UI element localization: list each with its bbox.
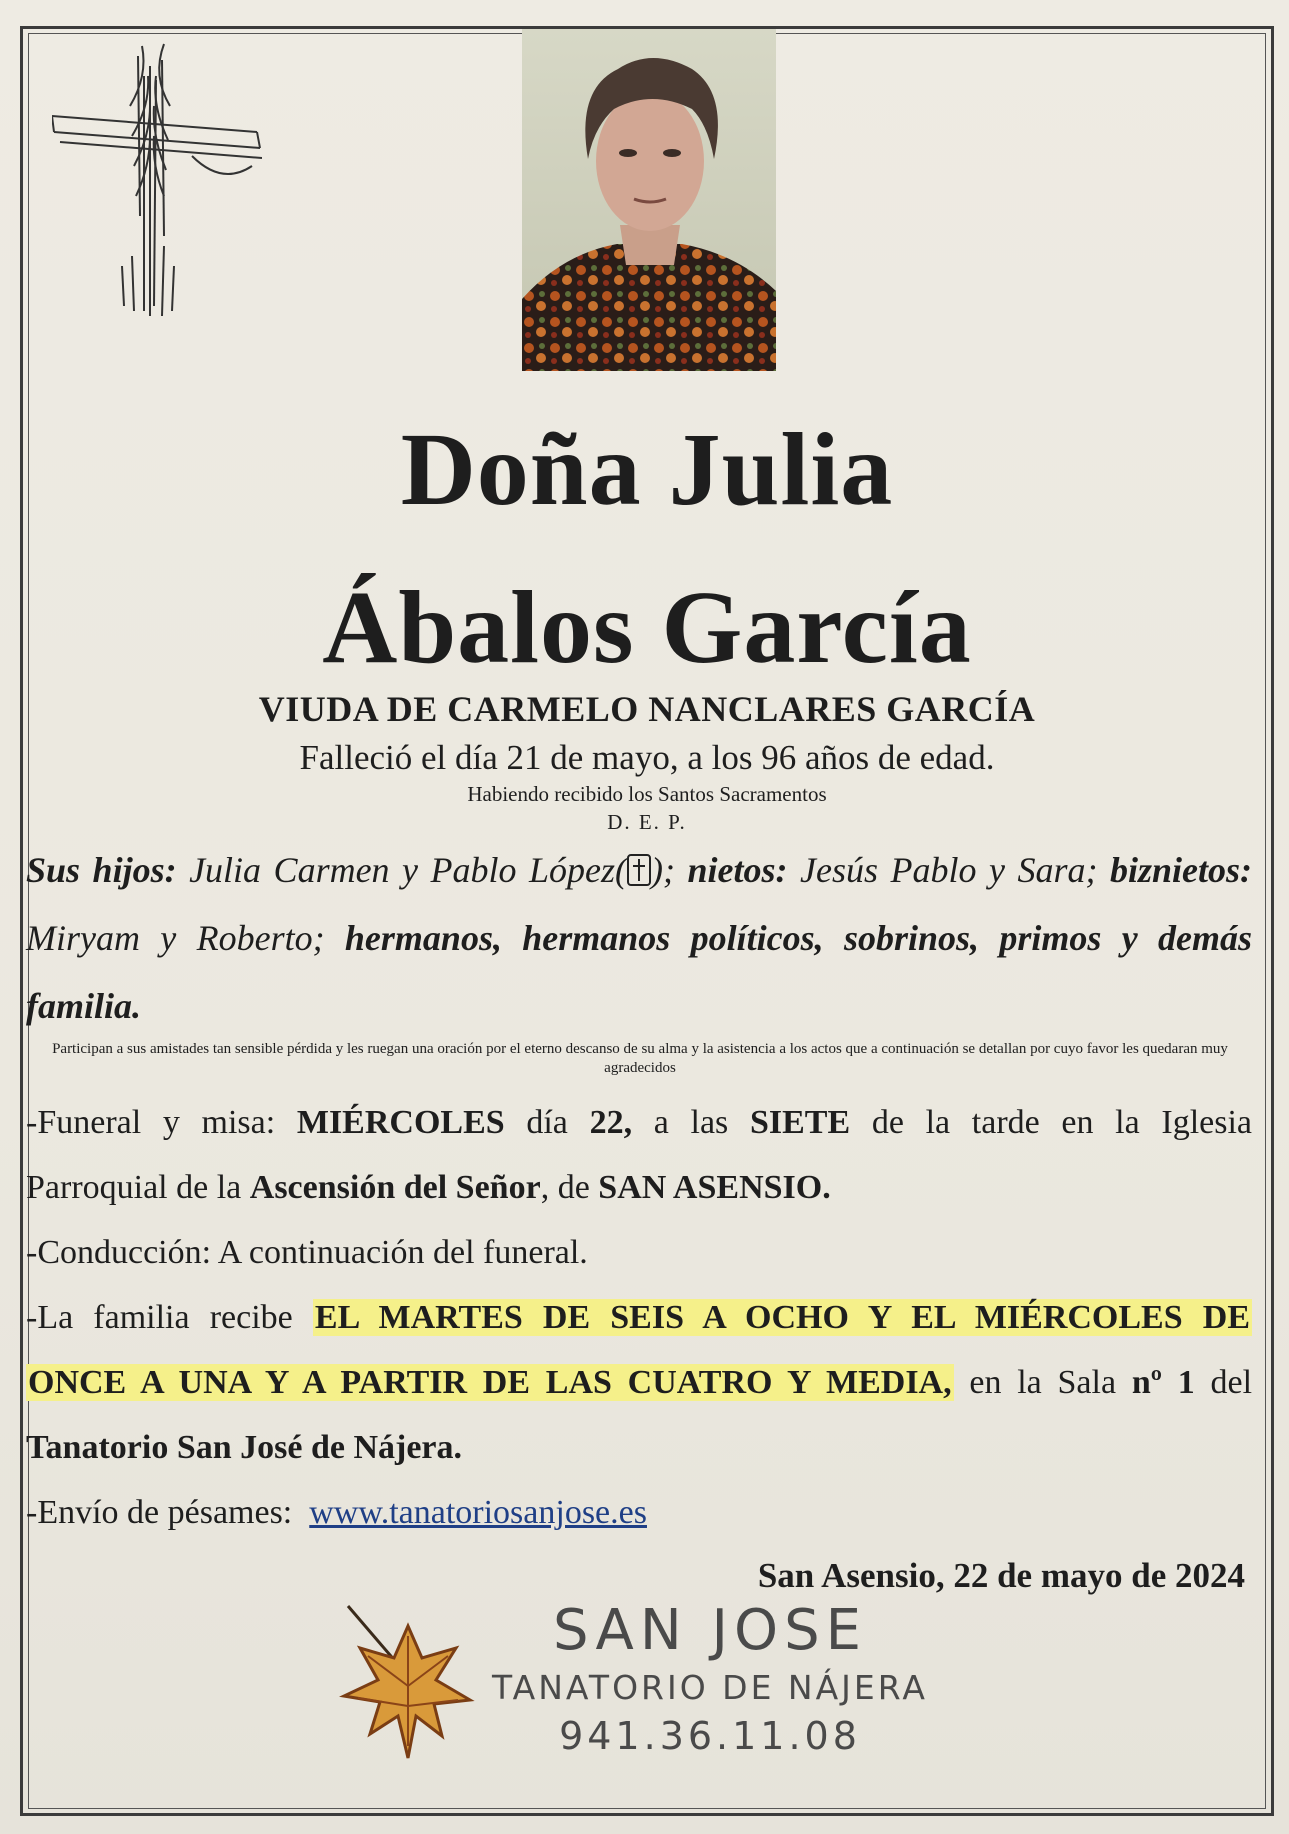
place-date-line: San Asensio, 22 de mayo de 2024	[757, 1556, 1245, 1595]
widow-of-line: VIUDA DE CARMELO NANCLARES GARCÍA	[258, 689, 1036, 729]
sala-text: del	[1210, 1364, 1253, 1401]
hijos-names: Julia Carmen y Pablo López(	[189, 850, 628, 890]
biznietos-names: Miryam y Roberto;	[26, 918, 325, 958]
funeral-text: a las	[653, 1104, 729, 1141]
conduccion-line: -Conducción: A continuación del funeral.	[26, 1234, 588, 1271]
nietos-label: nietos:	[687, 850, 788, 890]
pesames-line	[26, 1480, 1252, 1545]
funeral-text: de la tarde en la Iglesia	[871, 1104, 1253, 1141]
tanatorio-line	[26, 1415, 1252, 1480]
hijos-close: );	[651, 850, 676, 890]
dep-line: D. E. P.	[607, 810, 687, 834]
reception-hours-highlight: EL MARTES DE SEIS A OCHO Y EL MIÉRCOLES DE	[314, 1299, 1251, 1336]
logo-brand: SAN JOSE	[552, 1598, 868, 1663]
maple-leaf-icon	[338, 1596, 478, 1766]
reception-label: -La familia recibe	[26, 1299, 293, 1336]
funeral-day: MIÉRCOLES	[296, 1104, 505, 1141]
tanatorio-name: Tanatorio San José de Nájera.	[26, 1429, 463, 1466]
funeral-time: SIETE	[749, 1104, 851, 1141]
reception-line-1	[26, 1285, 1252, 1350]
sala-text: en la Sala	[969, 1364, 1117, 1401]
cross-with-wheat-icon	[52, 36, 262, 326]
church-label: Parroquial de la	[26, 1169, 242, 1206]
funeral-label: -Funeral y misa:	[26, 1104, 276, 1141]
reception-hours-highlight: ONCE A UNA Y A PARTIR DE LAS CUATRO Y MEDIA,	[28, 1364, 952, 1401]
family-paragraph	[26, 836, 1252, 1040]
funeral-line	[26, 1090, 1252, 1155]
logo-phone: 941.36.11.08	[559, 1714, 861, 1758]
acts-section	[26, 1090, 1252, 1545]
biznietos-label: biznietos:	[1109, 850, 1252, 890]
nietos-names: Jesús Pablo y Sara;	[800, 850, 1098, 890]
town-name: SAN ASENSIO.	[598, 1169, 831, 1206]
portrait-photo	[522, 29, 776, 371]
pesames-link[interactable]: www.tanatoriosanjose.es	[309, 1494, 647, 1531]
sacraments-line: Habiendo recibido los Santos Sacramentos	[467, 782, 827, 806]
church-text: , de	[540, 1169, 590, 1206]
funeral-text: día	[526, 1104, 568, 1141]
funeral-home-logo	[470, 1598, 950, 1760]
church-name: Ascensión del Señor	[249, 1169, 541, 1206]
deceased-name-line1: Doña Julia	[400, 412, 894, 527]
deceased-name-line2: Ábalos García	[322, 570, 972, 685]
other-relatives: hermanos, hermanos políticos, sobrinos, primos y demás familia.	[26, 918, 1252, 1026]
church-line	[26, 1155, 1252, 1220]
funeral-date: 22,	[589, 1104, 633, 1141]
invitation-note: Participan a sus amistades tan sensible pérdida y les ruegan una oración por el eterno descanso de su alma y la asistencia a los actos que a continuación se detallan por cuyo favor les quedaran muy agradecidos	[52, 1041, 1228, 1076]
pesames-label: -Envío de pésames:	[26, 1494, 293, 1531]
death-date-line: Falleció el día 21 de mayo, a los 96 años de edad.	[299, 738, 995, 777]
reception-line-2	[26, 1350, 1252, 1415]
deceased-cross-icon	[627, 854, 651, 886]
logo-subtitle: TANATORIO DE NÁJERA	[492, 1668, 928, 1707]
sala-number: nº 1	[1131, 1364, 1195, 1401]
hijos-label: Sus hijos:	[26, 850, 177, 890]
